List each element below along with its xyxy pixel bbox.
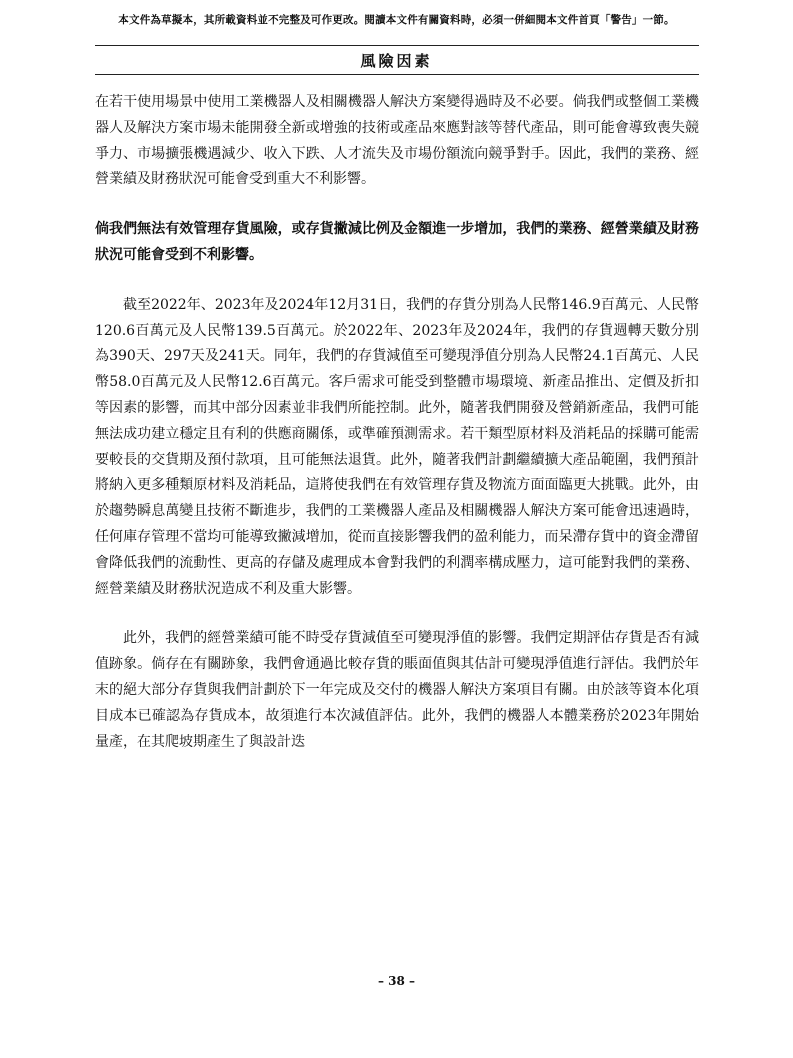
draft-warning-notice: 本文件為草擬本，其所載資料並不完整及可作更改。閱讀本文件有關資料時，必須一併細閱本文件首頁「警告」一節。 [118,14,675,26]
page-number: – 38 – [377,974,416,988]
paragraph-inventory: 截至2022年、2023年及2024年12月31日，我們的存貨分別為人民幣146.9百萬元、人民幣120.6百萬元及人民幣139.5百萬元。於2022年、2023年及2024年，我們的存貨週轉天數分別為390天、297天及241天。同年，我們的存貨減值至可變現淨值分別為人民幣24.1百萬元、人民幣58.0百萬元及人民幣12.6百萬元。客戶需求可能受到整體市場環境、新產品推出、定價及折扣等因素的影響，而其中部分因素並非我們所能控制。此外，隨著我們開發及營銷新產品，我們可能無法成功建立穩定且有利的供應商關係，或準確預測需求。若干類型原材料及消耗品的採購可能需要較長的交貨期及預付款項，且可能無法退貨。此外，隨著我們計劃繼續擴大產品範圍，我們預計將納入更多種類原材料及消耗品，這將使我們在有效管理存貨及物流方面面臨更大挑戰。此外，由於趨勢瞬息萬變且技術不斷進步，我們的工業機器人產品及相關機器人解決方案可能會迅速過時，任何庫存管理不當均可能導致撇減增加，從而直接影響我們的盈利能力，而呆滯存貨中的資金滯留會降低我們的流動性、更高的存儲及處理成本會對我們的利潤率構成壓力，這可能對我們的業務、經營業績及財務狀況造成不利及重大影響。 [95,296,699,597]
header-divider-top [95,45,699,46]
document-body [95,90,699,755]
paragraph-continued: 在若干使用場景中使用工業機器人及相關機器人解決方案變得過時及不必要。倘我們或整個工業機器人及解決方案市場未能開發全新或增強的技術或產品來應對該等替代產品，則可能會導致喪失競爭力、市場擴張機遇減少、收入下跌、人才流失及市場份額流向競爭對手。因此，我們的業務、經營業績及財務狀況可能會受到重大不利影響。 [95,94,699,188]
risk-heading: 倘我們無法有效管理存貨風險，或存貨撇減比例及金額進一步增加，我們的業務、經營業績及財務狀況可能會受到不利影響。 [95,221,699,263]
paragraph-impairment: 此外，我們的經營業績可能不時受存貨減值至可變現淨值的影響。我們定期評估存貨是否有減值跡象。倘存在有關跡象，我們會通過比較存貨的賬面值與其估計可變現淨值進行評估。我們於年末的絕大部分存貨與我們計劃於下一年完成及交付的機器人解決方案項目有關。由於該等資本化項目成本已確認為存貨成本，故須進行本次減值評估。此外，我們的機器人本體業務於2023年開始量產，在其爬坡期產生了與設計迭 [95,630,699,750]
section-title: 風險因素 [360,52,433,70]
header-divider-bottom [95,74,699,75]
